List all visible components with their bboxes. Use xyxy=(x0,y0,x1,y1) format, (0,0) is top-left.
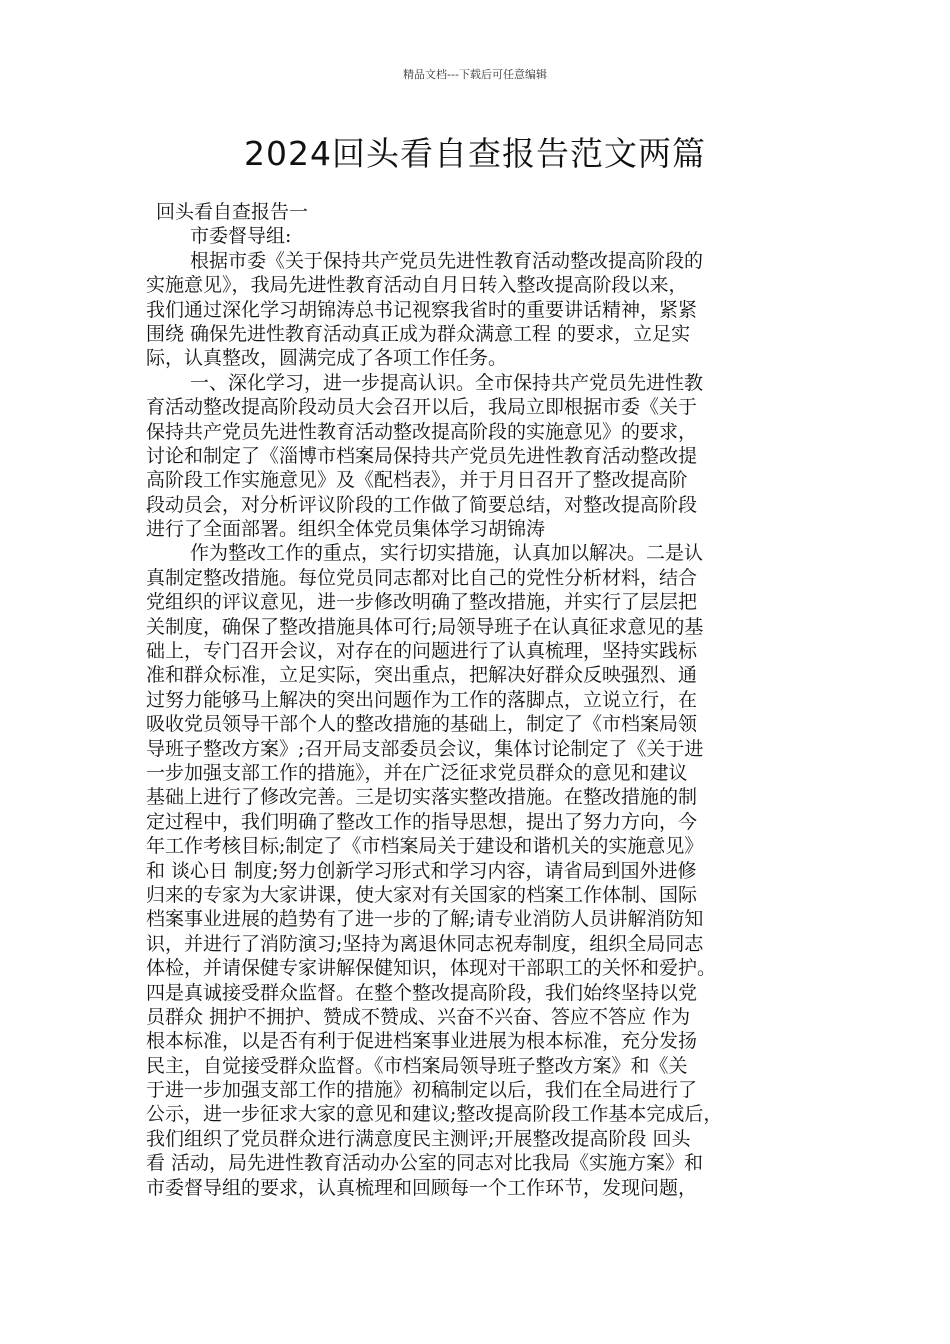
text-line: 体检，并请保健专家讲解保健知识，体现对干部职工的关怀和爱护。 xyxy=(146,957,717,980)
text-line: 档案事业进展的趋势有了进一步的了解;请专业消防人员讲解消防知 xyxy=(146,908,704,931)
text-line: 吸收党员领导干部个人的整改措施的基础上，制定了《市档案局领 xyxy=(146,713,698,736)
text-line: 讨论和制定了《淄博市档案局保持共产党员先进性教育活动整改提 xyxy=(146,444,698,467)
text-line: 真制定整改措施。每位党员同志都对比自己的党性分析材料，结合 xyxy=(146,566,698,589)
text-line: 党组织的评议意见，进一步修改明确了整改措施，并实行了层层把 xyxy=(146,591,698,614)
text-line: 段动员会，对分析评议阶段的工作做了简要总结，对整改提高阶段 xyxy=(146,493,698,516)
document-body xyxy=(146,200,826,1200)
text-line: 市委督导组的要求，认真梳理和回顾每一个工作环节，发现问题， xyxy=(146,1176,698,1199)
text-line: 定过程中，我们明确了整改工作的指导思想，提出了努力方向，今 xyxy=(146,810,698,833)
text-line: 育活动整改提高阶段动员大会召开以后，我局立即根据市委《关于 xyxy=(146,396,698,419)
text-line: 识，并进行了消防演习;坚持为离退休同志祝寿制度，组织全局同志 xyxy=(146,932,704,955)
text-line: 于进一步加强支部工作的措施》初稿制定以后，我们在全局进行了 xyxy=(146,1079,698,1102)
document-title: 2024回头看自查报告范文两篇 xyxy=(244,134,706,173)
text-line: 看 活动，局先进性教育活动办公室的同志对比我局《实施方案》和 xyxy=(146,1152,704,1175)
text-line: 和 谈心日 制度;努力创新学习形式和学习内容，请省局到国外进修 xyxy=(146,859,697,882)
text-line: 导班子整改方案》;召开局支部委员会议，集体讨论制定了《关于进 xyxy=(146,737,704,760)
text-line: 关制度，确保了整改措施具体可行;局领导班子在认真征求意见的基 xyxy=(146,615,704,638)
text-line: 一、深化学习，进一步提高认识。全市保持共产党员先进性教 xyxy=(190,371,704,394)
text-line: 回头看自查报告一 xyxy=(156,201,309,223)
text-line: 准和群众标准，立足实际，突出重点，把解决好群众反映强烈、通 xyxy=(146,664,698,687)
text-line: 过努力能够马上解决的突出问题作为工作的落脚点，立说立行，在 xyxy=(146,688,698,711)
text-line: 进行了全面部署。组织全体党员集体学习胡锦涛 xyxy=(146,518,546,541)
text-line: 际，认真整改，圆满完成了各项工作任务。 xyxy=(146,347,508,370)
text-line: 基础上进行了修改完善。三是切实落实整改措施。在整改措施的制 xyxy=(146,786,698,809)
text-line: 公示，进一步征求大家的意见和建议;整改提高阶段工作基本完成后， xyxy=(146,1103,723,1126)
text-line: 围绕 确保先进性教育活动真正成为群众满意工程 的要求，立足实 xyxy=(146,322,691,345)
text-line: 我们组织了党员群众进行满意度民主测评;开展整改提高阶段 回头 xyxy=(146,1127,691,1150)
page-header: 精品文档---下载后可任意编辑 xyxy=(403,68,547,81)
text-line: 我们通过深化学习胡锦涛总书记视察我省时的重要讲话精神，紧紧 xyxy=(146,298,698,321)
text-line: 员群众 拥护不拥护、赞成不赞成、兴奋不兴奋、答应不答应 作为 xyxy=(146,1005,691,1028)
text-line: 一步加强支部工作的措施》，并在广泛征求党员群众的意见和建议 xyxy=(146,761,688,784)
text-line: 归来的专家为大家讲课，使大家对有关国家的档案工作体制、国际 xyxy=(146,883,698,906)
text-line: 作为整改工作的重点，实行切实措施，认真加以解决。二是认 xyxy=(190,542,704,565)
text-line: 市委督导组: xyxy=(190,225,292,248)
text-line: 础上，专门召开会议，对存在的问题进行了认真梳理，坚持实践标 xyxy=(146,640,698,663)
text-line: 实施意见》，我局先进性教育活动自月日转入整改提高阶段以来， xyxy=(146,274,688,297)
text-line: 年工作考核目标;制定了《市档案局关于建设和谐机关的实施意见》 xyxy=(146,835,704,858)
text-line: 民主，自觉接受群众监督。《市档案局领导班子整改方案》和《关 xyxy=(146,1054,688,1077)
text-line: 根据市委《关于保持共产党员先进性教育活动整改提高阶段的 xyxy=(190,249,704,272)
text-line: 保持共产党员先进性教育活动整改提高阶段的实施意见》的要求， xyxy=(146,420,698,443)
text-line: 四是真诚接受群众监督。在整个整改提高阶段，我们始终坚持以党 xyxy=(146,981,698,1004)
text-line: 根本标准，以是否有利于促进档案事业进展为根本标准，充分发扬 xyxy=(146,1030,698,1053)
text-line: 高阶段工作实施意见》及《配档表》，并于月日召开了整改提高阶 xyxy=(146,469,688,492)
